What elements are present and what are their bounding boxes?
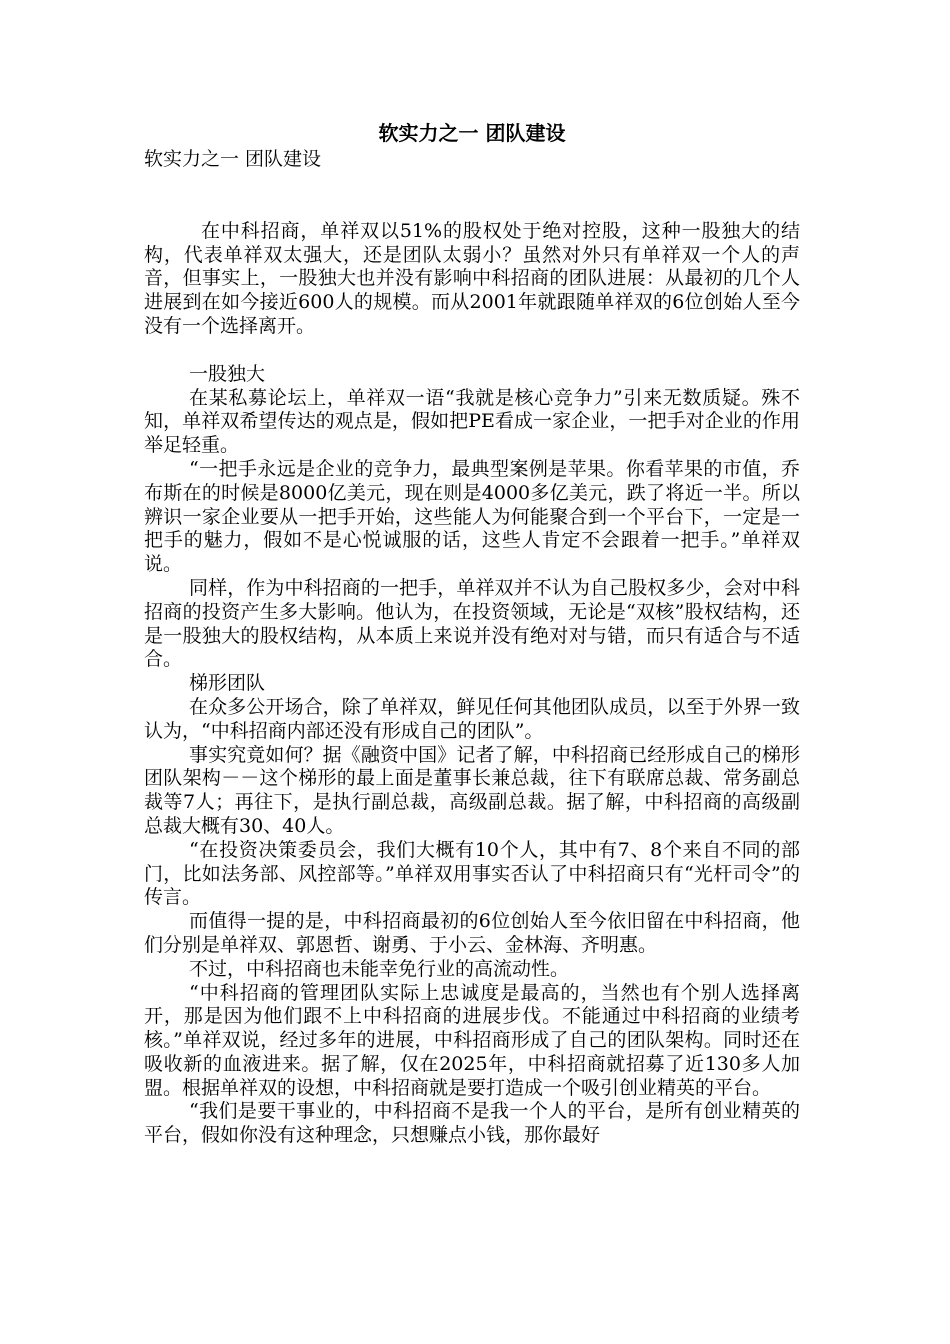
section1-paragraph: 在某私募论坛上，单祥双一语“我就是核心竞争力”引来无数质疑。殊不知，单祥双希望传达的观点是，假如把PE看成一家企业，一把手对企业的作用举足轻重。 [144,386,800,457]
section2-paragraph: “在投资决策委员会，我们大概有10个人，其中有7、8个来自不同的部门，比如法务部、风控部等。”单祥双用事实否认了中科招商只有“光杆司令”的传言。 [144,838,800,909]
document-body [144,118,800,1148]
blank-line [144,172,800,196]
document-subtitle: 软实力之一 团队建设 [144,148,322,170]
section2-paragraph: “中科招商的管理团队实际上忠诚度是最高的，当然也有个别人选择离开，那是因为他们跟不上中科招商的进展步伐。不能通过中科招商的业绩考核。”单祥双说，经过多年的进展，中科招商形成了自己的团队架构。同时还在吸收新的血液进来。据了解，仅在2025年，中科招商就招募了近130多人加盟。根据单祥双的设想，中科招商就是要打造成一个吸引创业精英的平台。 [144,981,800,1099]
section-heading-dominant-shareholder: 一股独大 [189,362,266,385]
section2-paragraph: 不过，中科招商也未能幸免行业的高流动性。 [189,957,570,980]
section-heading-tiered-team: 梯形团队 [189,672,266,695]
section2-paragraph: 而值得一提的是，中科招商最初的6位创始人至今依旧留在中科招商，他们分别是单祥双、郭恩哲、谢勇、于小云、金林海、齐明惠。 [144,910,800,956]
section1-paragraph: “一把手永远是企业的竞争力，最典型案例是苹果。你看苹果的市值，乔布斯在的时候是8000亿美元，现在则是4000多亿美元，跌了将近一半。所以辨识一家企业要从一把手开始，这些能人为何能聚合到一个平台下，一定是一把手的魅力，假如不是心悦诚服的话，这些人肯定不会跟着一把手。”单祥双说。 [144,457,800,576]
section2-paragraph: 事实究竟如何？据《融资中国》记者了解，中科招商已经形成自己的梯形团队架构－－这个梯形的最上面是董事长兼总裁，往下有联席总裁、常务副总裁等7人；再往下，是执行副总裁，高级副总裁。据了解，中科招商的高级副总裁大概有30、40人。 [144,743,800,837]
document-title: 软实力之一 团队建设 [378,121,566,145]
blank-line [144,196,800,220]
section2-paragraph: 在众多公开场合，除了单祥双，鲜见任何其他团队成员，以至于外界一致认为，“中科招商内部还没有形成自己的团队”。 [144,695,800,742]
blank-line [144,339,800,363]
section1-paragraph: 同样，作为中科招商的一把手，单祥双并不认为自己股权多少，会对中科招商的投资产生多大影响。他认为，在投资领域，无论是“双核”股权结构，还是一股独大的股权结构，从本质上来说并没有绝对对与错，而只有适合与不适合。 [144,576,800,671]
section2-paragraph: “我们是要干事业的，中科招商不是我一个人的平台，是所有创业精英的平台，假如你没有这种理念，只想赚点小钱，那你最好 [144,1100,800,1147]
intro-paragraph: 在中科招商，单祥双以51%的股权处于绝对控股，这种一股独大的结构，代表单祥双太强大，还是团队太弱小？虽然对外只有单祥双一个人的声音，但事实上，一股独大也并没有影响中科招商的团队进展：从最初的几个人进展到在如今接近600人的规模。而从2001年就跟随单祥双的6位创始人至今没有一个选择离开。 [144,219,800,337]
